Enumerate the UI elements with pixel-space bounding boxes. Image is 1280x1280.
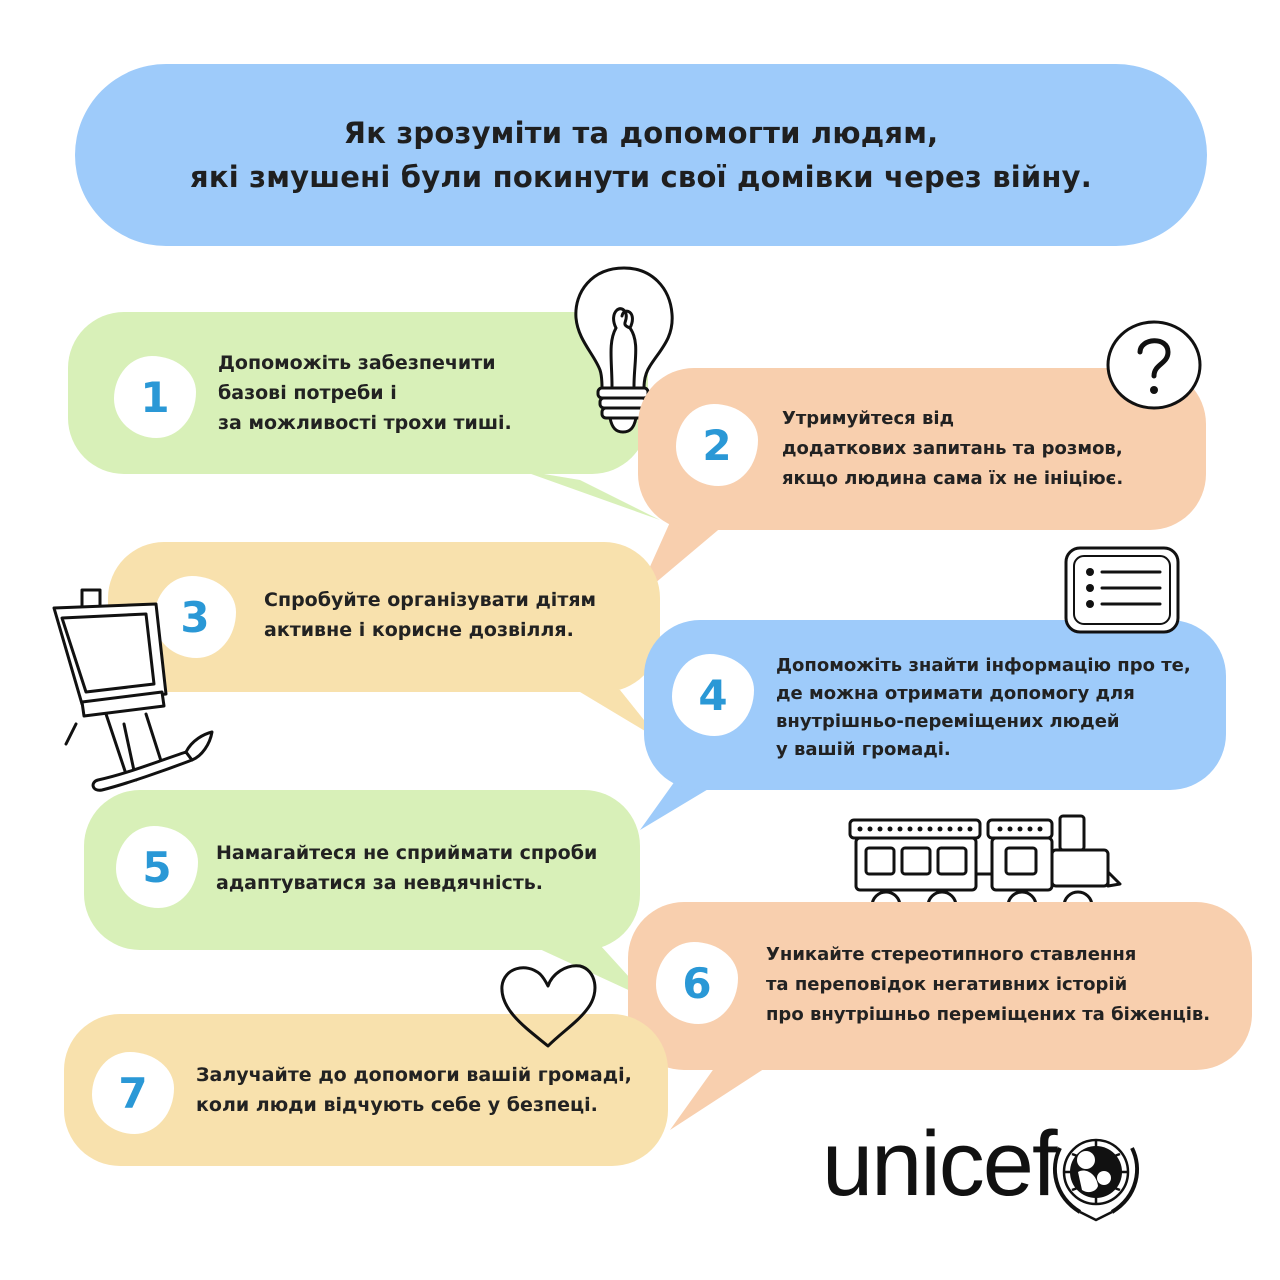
- title-line-2: які змушені були покинути свої домівки через війну.: [190, 160, 1092, 194]
- tip-4-line-1: Допоможіть знайти інформацію про те,: [776, 655, 1191, 676]
- checklist-icon: [1062, 544, 1182, 636]
- easel-icon: [46, 584, 216, 800]
- tip-3-line-2: активне і корисне дозвілля.: [264, 619, 574, 641]
- tip-number-1: 1: [140, 372, 170, 422]
- question-mark-icon: [1104, 318, 1204, 412]
- tip-7-line-1: Залучайте до допомоги вашій громаді,: [196, 1064, 632, 1086]
- tip-number-4: 4: [698, 670, 728, 720]
- tip-4-line-2: де можна отримати допомогу для: [776, 683, 1135, 704]
- tip-5-line-1: Намагайтеся не сприймати спроби: [216, 842, 598, 864]
- tip-number-6: 6: [682, 958, 712, 1008]
- tip-text-1: [218, 348, 512, 438]
- tip-4-line-3: внутрішньо-переміщених людей: [776, 711, 1120, 732]
- tip-2-line-2: додаткових запитань та розмов,: [782, 438, 1123, 459]
- tip-1-line-1: Допоможіть забезпечити: [218, 352, 496, 374]
- tip-6-line-1: Уникайте стереотипного ставлення: [766, 944, 1137, 965]
- tip-text-5: [216, 838, 597, 898]
- unicef-logo-text: unicef: [822, 1113, 1056, 1215]
- tip-text-7: [196, 1060, 632, 1120]
- tip-number-3: 3: [180, 592, 210, 642]
- tip-5-line-2: адаптуватися за невдячність.: [216, 872, 544, 894]
- tip-2-line-3: якщо людина сама їх не ініціює.: [782, 468, 1124, 489]
- tip-text-6: [766, 940, 1210, 1030]
- tip-1-line-3: за можливості трохи тиші.: [218, 412, 512, 434]
- tip-4-line-4: у вашій громаді.: [776, 739, 951, 760]
- tip-text-2: [782, 404, 1123, 494]
- title-line-1: Як зрозуміти та допомогти людям,: [343, 116, 939, 150]
- tip-7-line-2: коли люди відчують себе у безпеці.: [196, 1094, 598, 1116]
- tip-text-4: [776, 652, 1191, 764]
- tip-number-5: 5: [142, 842, 172, 892]
- tip-number-2: 2: [702, 420, 732, 470]
- tip-6-line-2: та переповідок негативних історій: [766, 974, 1128, 995]
- un-emblem-icon: [1046, 1128, 1146, 1224]
- tip-1-line-2: базові потреби і: [218, 382, 397, 404]
- heart-icon: [496, 958, 600, 1054]
- tip-text-3: [264, 585, 596, 645]
- tip-3-line-1: Спробуйте організувати дітям: [264, 589, 597, 611]
- tip-2-line-1: Утримуйтеся від: [782, 408, 955, 429]
- tip-number-7: 7: [118, 1068, 148, 1118]
- tip-6-line-3: про внутрішньо переміщених та біженців.: [766, 1004, 1211, 1025]
